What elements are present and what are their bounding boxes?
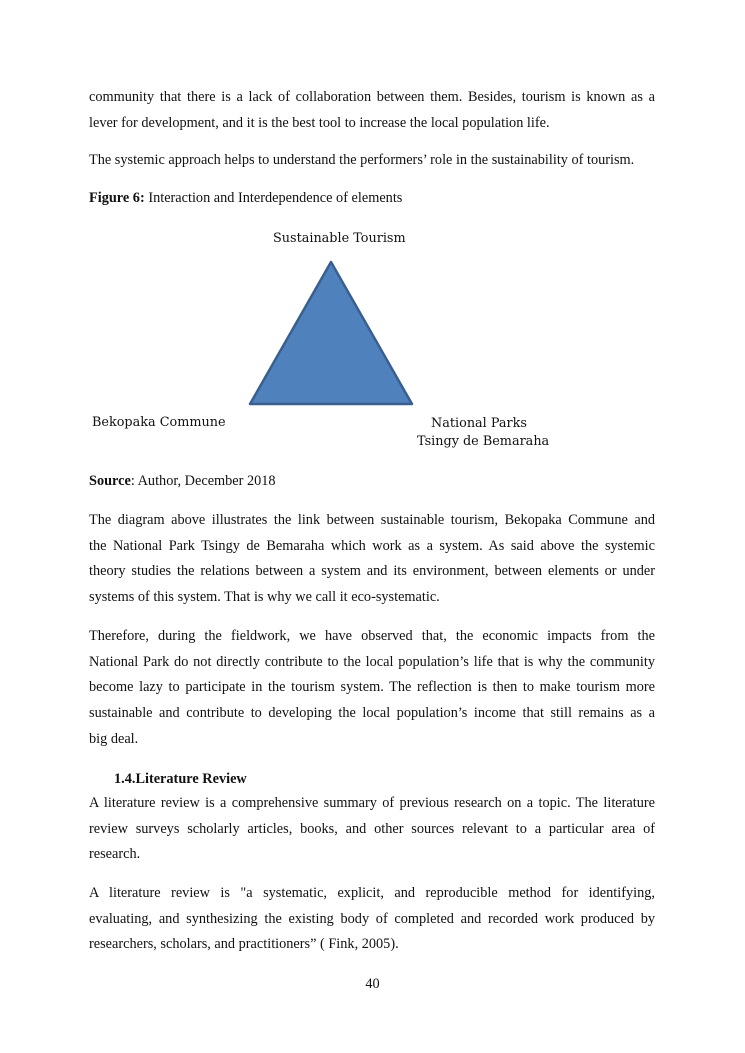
lit2-line-3: researchers, scholars, and practitioners” ( Fink, 2005).	[89, 936, 399, 953]
source-label: Source	[89, 473, 131, 489]
fieldwork-line-4: sustainable and contribute to developing the local population’s income that still remains as a	[89, 705, 655, 722]
intro-paragraph	[89, 85, 655, 136]
fieldwork-paragraph	[89, 624, 655, 753]
label-national-parks-line2: Tsingy de Bemaraha	[417, 434, 550, 449]
diagram-line-3: theory studies the relations between a system and its environment, between elements or under	[89, 563, 655, 580]
lit2-line-1: A literature review is "a systematic, explicit, and reproducible method for identifying,	[89, 885, 655, 901]
diagram-line-2: the National Park Tsingy de Bemaraha which work as a system. As said above the systemic	[89, 537, 655, 554]
diagram-line-1: The diagram above illustrates the link between sustainable tourism, Bekopaka Commune and	[89, 512, 655, 528]
fieldwork-line-1: Therefore, during the fieldwork, we have observed that, the economic impacts from the	[89, 628, 655, 644]
label-bekopaka-commune: Bekopaka Commune	[92, 415, 226, 430]
label-sustainable-tourism: Sustainable Tourism	[273, 231, 406, 246]
figure-source	[89, 469, 655, 495]
diagram-paragraph	[89, 508, 655, 611]
diagram-line-4: systems of this system. That is why we call it eco-systematic.	[89, 589, 440, 606]
fieldwork-line-2: National Park do not directly contribute to the local population’s life that is why the community	[89, 653, 655, 670]
systemic-text: The systemic approach helps to understand the performers’ role in the sustainability of tourism.	[89, 152, 635, 168]
lit1-line-3: research.	[89, 846, 141, 863]
intro-line-1: community that there is a lack of collaboration between them. Besides, tourism is known as a	[89, 89, 655, 105]
label-national-parks	[417, 415, 550, 451]
fieldwork-line-5: big deal.	[89, 730, 139, 747]
systemic-paragraph	[89, 148, 655, 174]
figure-caption	[89, 186, 655, 212]
literature-paragraph-2	[89, 881, 655, 958]
figure-caption-text: Interaction and Interdependence of elements	[148, 190, 403, 206]
triangle-shape	[245, 258, 417, 408]
literature-paragraph-1	[89, 791, 655, 868]
page-number: 40	[365, 976, 380, 992]
intro-line-2: lever for development, and it is the best tool to increase the local population life.	[89, 114, 550, 131]
figure-number: Figure 6:	[89, 190, 145, 206]
section-heading: 1.4.Literature Review	[114, 771, 247, 787]
lit1-line-2: review surveys scholarly articles, books, and other sources relevant to a particular area of	[89, 820, 655, 837]
label-national-parks-line1: National Parks	[431, 416, 527, 431]
lit2-line-2: evaluating, and synthesizing the existing body of completed and recorded work produced by	[89, 910, 655, 927]
lit1-line-1: A literature review is a comprehensive summary of previous research on a topic. The literature	[89, 795, 655, 811]
fieldwork-line-3: become lazy to participate in the tourism system. The reflection is then to make tourism more	[89, 679, 655, 696]
source-text: : Author, December 2018	[130, 473, 276, 489]
